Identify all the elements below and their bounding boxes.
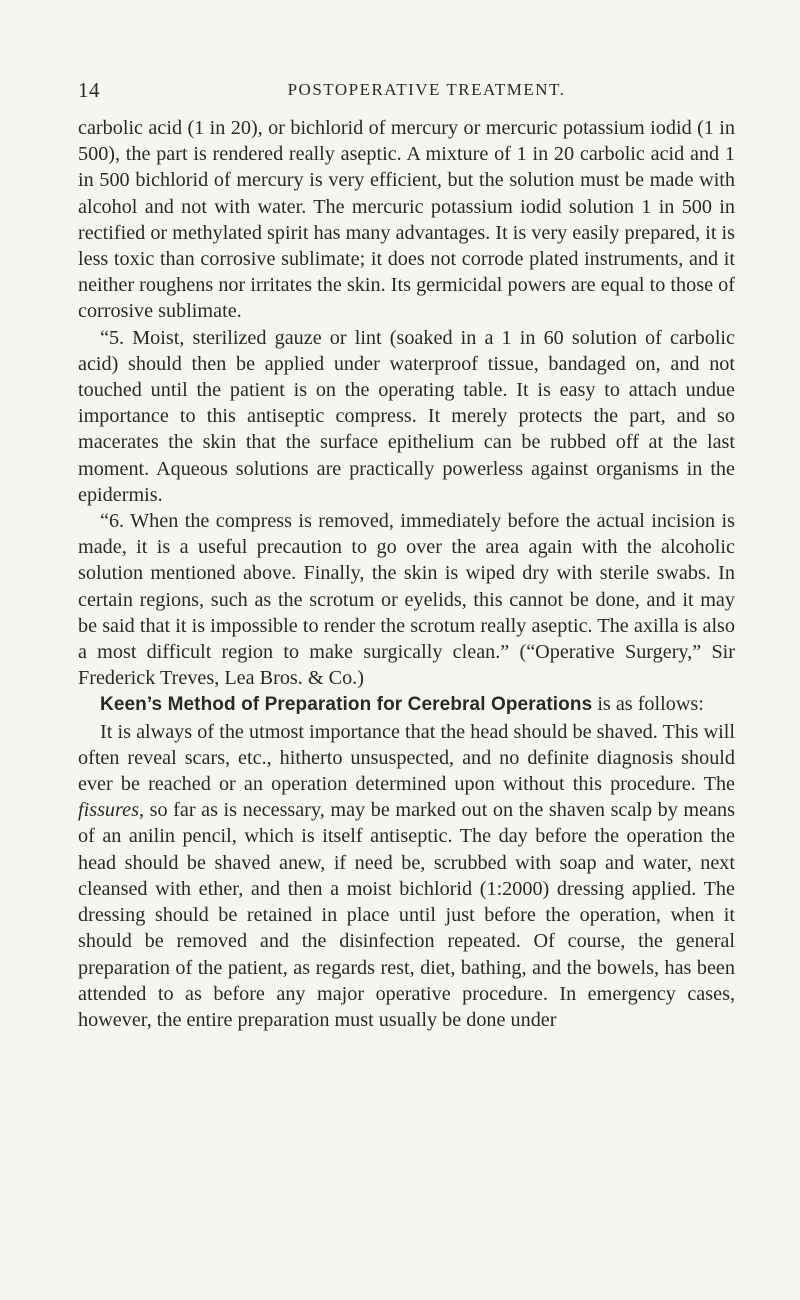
keen-text-italic: fissures xyxy=(78,799,139,822)
section-heading-paragraph xyxy=(78,691,735,718)
paragraph-step-5: “5. Moist, sterilized gauze or lint (soaked in a 1 in 60 solution of carbolic acid) should then be applied under waterproof tissue, bandaged on, and not touched until the patient is on the operating table. It is easy to attach undue importance to this antiseptic compress. It merely protects the part, and so macerates the skin that the surface epithelium can be rubbed off at the last moment. Aqueous solutions are practically powerless against organisms in the epidermis. xyxy=(78,326,735,506)
section-heading-rest: is as follows: xyxy=(592,693,704,716)
keen-text-a: It is always of the utmost importance that the head should be shaved. This will often reveal scars, etc., hitherto unsuspected, and no definite diagnosis should ever be reached or an operation determined upon without this procedure. The xyxy=(78,720,735,796)
paragraph-continuation: carbolic acid (1 in 20), or bichlorid of mercury or mercuric potassium iodid (1 in 500), the part is rendered really aseptic. A mixture of 1 in 20 carbolic acid and 1 in 500 bichlorid of mercury is very efficient, but the solution must be made with alcohol and not with water. The mercuric potassium iodid solution 1 in 500 in rectified or methylated spirit has many advantages. It is very easily prepared, it is less toxic than corrosive sublimate; it does not corrode plated instruments, and it neither roughens nor irritates the skin. Its germicidal powers are equal to those of corrosive sublimate. xyxy=(78,117,735,323)
page-number: 14 xyxy=(78,78,100,102)
keen-text-b: , so far as is necessary, may be marked out on the shaven scalp by means of an anilin pencil, which is itself antiseptic. The day before the operation the head should be shaved anew, if need be, scrubbed with soap and water, next cleansed with ether, and then a moist bichlorid (1:2000) dressing applied. The dressing should be retained in place until just before the operation, when it should be removed and the disinfection repeated. Of course, the general preparation of the patient, as regards rest, diet, bathing, and the bowels, has been attended to as before any major operative procedure. In emergency cases, however, the entire preparation must usually be done under xyxy=(78,799,735,1031)
paragraph-keen-method xyxy=(78,719,735,1033)
running-header xyxy=(78,78,735,104)
section-heading: Keen’s Method of Preparation for Cerebral Operations xyxy=(100,694,593,716)
running-title: POSTOPERATIVE TREATMENT. xyxy=(287,80,566,99)
page-body xyxy=(78,115,735,1033)
paragraph-step-6: “6. When the compress is removed, immediately before the actual incision is made, it is a useful precaution to go over the area again with the alcoholic solution mentioned above. Finally, the skin is wiped dry with sterile swabs. In certain regions, such as the scrotum or eyelids, this cannot be done, and it may be said that it is impossible to render the scrotum really aseptic. The axilla is also a most difficult region to make surgically clean.” (“Operative Surgery,” Sir Frederick Treves, Lea Bros. & Co.) xyxy=(78,510,735,690)
